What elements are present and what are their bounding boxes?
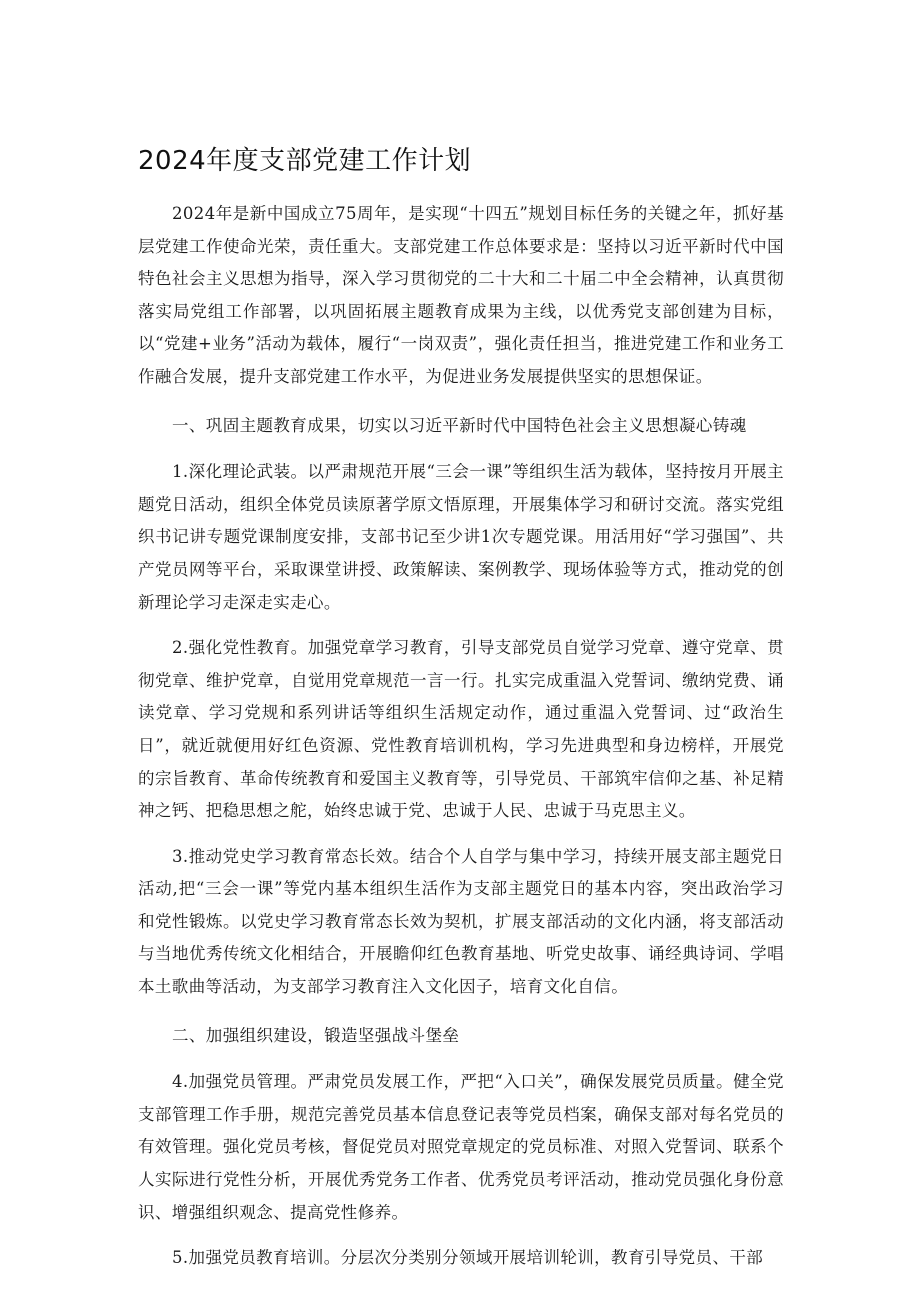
intro-paragraph: 2024年是新中国成立75周年，是实现“十四五”规划目标任务的关键之年，抓好基层党建工作使命光荣，责任重大。支部党建工作总体要求是：坚持以习近平新时代中国特色社会主义思想为指导，深入学习贯彻党的二十大和二十届二中全会精神，认真贯彻落实局党组工作部署，以巩固拓展主题教育成果为主线，以优秀党支部创建为目标，以“党建+业务”活动为载体，履行“一岗双责”，强化责任担当，推进党建工作和业务工作融合发展，提升支部党建工作水平，为促进业务发展提供坚实的思想保证。 — [138, 204, 784, 386]
document-body — [138, 198, 784, 1275]
section-heading-2: 二、加强组织建设，锻造坚强战斗堡垒 — [172, 1025, 460, 1045]
document-title: 2024年度支部党建工作计划 — [138, 146, 472, 176]
section-heading-1: 一、巩固主题教育成果，切实以习近平新时代中国特色社会主义思想凝心铸魂 — [172, 415, 747, 435]
item-paragraph-3: 3.推动党史学习教育常态长效。结合个人自学与集中学习，持续开展支部主题党日活动,把“三会一课”等党内基本组织生活作为支部主题党日的基本内容，突出政治学习和党性锻炼。以党史学习教育常态长效为契机，扩展支部活动的文化内涵，将支部活动与当地优秀传统文化相结合，开展瞻仰红色教育基地、听党史故事、诵经典诗词、学唱本土歌曲等活动，为支部学习教育注入文化因子，培育文化自信。 — [138, 846, 784, 997]
item-paragraph-5: 5.加强党员教育培训。分层次分类别分领域开展培训轮训，教育引导党员、干部 — [172, 1248, 764, 1268]
item-paragraph-1: 1.深化理论武装。以严肃规范开展“三会一课”等组织生活为载体，坚持按月开展主题党日活动，组织全体党员读原著学原文悟原理，开展集体学习和研讨交流。落实党组织书记讲专题党课制度安排，支部书记至少讲1次专题党课。用活用好“学习强国”、共产党员网等平台，采取课堂讲授、政策解读、案例教学、现场体验等方式，推动党的创新理论学习走深走实走心。 — [138, 462, 784, 612]
item-paragraph-4: 4.加强党员管理。严肃党员发展工作，严把“入口关”，确保发展党员质量。健全党支部管理工作手册，规范完善党员基本信息登记表等党员档案，确保支部对每名党员的有效管理。强化党员考核，督促党员对照党章规定的党员标准、对照入党誓词、联系个人实际进行党性分析，开展优秀党务工作者、优秀党员考评活动，推动党员强化身份意识、增强组织观念、提高党性修养。 — [138, 1072, 784, 1222]
item-paragraph-2: 2.强化党性教育。加强党章学习教育，引导支部党员自觉学习党章、遵守党章、贯彻党章、维护党章，自觉用党章规范一言一行。扎实完成重温入党誓词、缴纳党费、诵读党章、学习党规和系列讲话等组织生活规定动作，通过重温入党誓词、过“政治生日”，就近就便用好红色资源、党性教育培训机构，学习先进典型和身边榜样，开展党的宗旨教育、革命传统教育和爱国主义教育等，引导党员、干部筑牢信仰之基、补足精神之钙、把稳思想之舵，始终忠诚于党、忠诚于人民、忠诚于马克思主义。 — [138, 638, 784, 821]
